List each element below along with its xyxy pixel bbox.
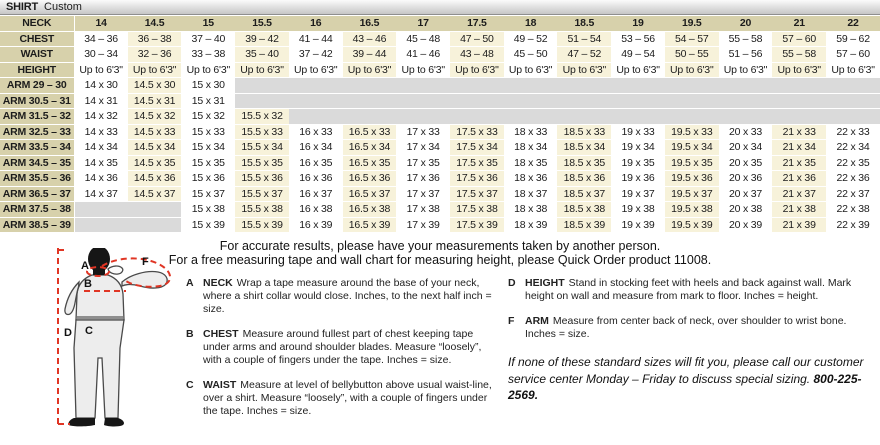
instruction-waist (186, 379, 498, 418)
size-cell: 16 x 33 (289, 124, 343, 140)
figure-label-chest: B (84, 278, 92, 290)
size-cell: 57 – 60 (826, 47, 880, 63)
size-cell: Up to 6'3" (235, 62, 289, 78)
size-cell: 19 x 35 (611, 155, 665, 171)
size-cell: 16.5 x 38 (343, 202, 397, 218)
size-cell: 18 x 36 (504, 171, 558, 187)
size-cell: 20 x 33 (719, 124, 773, 140)
size-cell: 16.5 x 33 (343, 124, 397, 140)
size-cell: 19 x 33 (611, 124, 665, 140)
figure-label-height: D (64, 327, 72, 339)
size-cell: 18.5 x 39 (557, 217, 611, 233)
size-cell (611, 109, 665, 125)
size-cell: 15.5 x 32 (235, 109, 289, 125)
size-cell: 21 x 33 (772, 124, 826, 140)
size-cell (772, 78, 826, 94)
size-row (0, 124, 880, 140)
size-cell: 50 – 55 (665, 47, 719, 63)
size-cell (665, 109, 719, 125)
size-cell: 14.5 x 30 (128, 78, 182, 94)
size-cell: Up to 6'3" (665, 62, 719, 78)
instruction-text: Measure around fullest part of chest keeping tape under arms and around shoulder blades. Measure “loosely”, with a couple of fingers under the tape. Inches = size. (203, 328, 482, 366)
size-cell: 17.5 x 33 (450, 124, 504, 140)
size-cell: 37 – 40 (181, 31, 235, 47)
neck-size-cell: 22 (826, 16, 880, 31)
size-cell: 15 x 39 (181, 217, 235, 233)
neck-size-cell: 14.5 (128, 16, 182, 31)
size-cell (504, 78, 558, 94)
size-cell: 15.5 x 37 (235, 186, 289, 202)
neck-size-cell: 18.5 (557, 16, 611, 31)
size-row (0, 47, 880, 63)
size-cell: 17.5 x 37 (450, 186, 504, 202)
size-cell: 14.5 x 31 (128, 93, 182, 109)
size-row (0, 78, 880, 94)
person-right-shoe (104, 418, 124, 426)
instruction-letter: F (508, 315, 515, 327)
size-cell: 41 – 44 (289, 31, 343, 47)
size-row (0, 217, 880, 233)
size-cell: 18.5 x 36 (557, 171, 611, 187)
instruction-neck (186, 277, 498, 316)
size-cell (74, 202, 128, 218)
size-cell: 22 x 35 (826, 155, 880, 171)
size-cell (557, 78, 611, 94)
size-cell: 16.5 x 37 (343, 186, 397, 202)
size-cell: 14 x 33 (74, 124, 128, 140)
size-cell: 17 x 33 (396, 124, 450, 140)
size-cell: 15.5 x 39 (235, 217, 289, 233)
row-label-cell: ARM 30.5 – 31 (0, 93, 74, 109)
size-cell: 15 x 38 (181, 202, 235, 218)
row-label-cell: ARM 32.5 – 33 (0, 124, 74, 140)
size-cell: 49 – 54 (611, 47, 665, 63)
size-cell: 19 x 37 (611, 186, 665, 202)
size-cell: 15 x 30 (181, 78, 235, 94)
size-cell: Up to 6'3" (719, 62, 773, 78)
size-cell: 15 x 37 (181, 186, 235, 202)
size-cell (128, 202, 182, 218)
size-cell: 43 – 48 (450, 47, 504, 63)
instruction-term: NECK (203, 277, 233, 289)
size-cell: 14 x 37 (74, 186, 128, 202)
size-cell: 16 x 39 (289, 217, 343, 233)
instructions-right-column (508, 277, 866, 404)
size-row (0, 186, 880, 202)
size-cell: 14 x 34 (74, 140, 128, 156)
neck-size-cell: 19.5 (665, 16, 719, 31)
instruction-letter: C (186, 379, 194, 391)
row-label-cell: ARM 37.5 – 38 (0, 202, 74, 218)
instruction-term: ARM (525, 315, 549, 327)
neck-size-cell: 17 (396, 16, 450, 31)
size-cell (504, 93, 558, 109)
size-table-body (0, 16, 880, 233)
size-cell: 15.5 x 33 (235, 124, 289, 140)
waist-line (77, 316, 123, 319)
customer-service-phone: 800-225-2569. (508, 371, 862, 402)
neck-size-cell: 15.5 (235, 16, 289, 31)
instruction-letter: D (508, 277, 516, 289)
size-cell: 14.5 x 34 (128, 140, 182, 156)
size-cell: 17.5 x 35 (450, 155, 504, 171)
neck-size-row (0, 16, 880, 31)
size-row (0, 155, 880, 171)
size-cell: 51 – 56 (719, 47, 773, 63)
row-label-cell: HEIGHT (0, 62, 74, 78)
size-cell: 36 – 38 (128, 31, 182, 47)
size-cell: 22 x 33 (826, 124, 880, 140)
size-cell: 16.5 x 35 (343, 155, 397, 171)
size-cell: 22 x 38 (826, 202, 880, 218)
size-cell: 22 x 36 (826, 171, 880, 187)
size-cell: 16 x 34 (289, 140, 343, 156)
size-cell (557, 93, 611, 109)
size-cell: 14.5 x 37 (128, 186, 182, 202)
size-cell (289, 78, 343, 94)
size-cell: 34 – 36 (74, 31, 128, 47)
size-cell (343, 93, 397, 109)
size-cell (450, 93, 504, 109)
figure-label-arm: F (142, 256, 149, 268)
size-cell (719, 78, 773, 94)
size-cell (611, 78, 665, 94)
size-cell: 14.5 x 35 (128, 155, 182, 171)
size-cell: 15 x 34 (181, 140, 235, 156)
size-cell (235, 93, 289, 109)
size-cell: Up to 6'3" (128, 62, 182, 78)
size-cell: 39 – 44 (343, 47, 397, 63)
size-cell: 17 x 35 (396, 155, 450, 171)
size-cell: 57 – 60 (772, 31, 826, 47)
size-cell: 14.5 x 36 (128, 171, 182, 187)
size-cell: 17 x 38 (396, 202, 450, 218)
size-cell: 53 – 56 (611, 31, 665, 47)
neck-size-cell: 14 (74, 16, 128, 31)
size-cell: 20 x 34 (719, 140, 773, 156)
instruction-height (508, 277, 866, 303)
instruction-text: Measure at level of bellybutton above usual waist-line, over a shirt. Measure “loosely”, with a couple of fingers under the tape. Inches = size. (203, 379, 492, 417)
size-cell: Up to 6'3" (557, 62, 611, 78)
neck-size-cell: 20 (719, 16, 773, 31)
neck-size-cell: 19 (611, 16, 665, 31)
instruction-term: WAIST (203, 379, 237, 391)
size-cell: 45 – 48 (396, 31, 450, 47)
size-cell: 19.5 x 35 (665, 155, 719, 171)
size-row (0, 31, 880, 47)
size-cell: 20 x 38 (719, 202, 773, 218)
neck-size-cell: 17.5 (450, 16, 504, 31)
size-cell: 37 – 42 (289, 47, 343, 63)
size-cell: 17.5 x 39 (450, 217, 504, 233)
size-cell: 16 x 37 (289, 186, 343, 202)
size-cell: 14 x 36 (74, 171, 128, 187)
size-cell: 19 x 39 (611, 217, 665, 233)
size-cell: 16.5 x 39 (343, 217, 397, 233)
size-cell (74, 217, 128, 233)
person-left-shoe (68, 418, 95, 426)
size-cell (557, 109, 611, 125)
size-cell: 16 x 38 (289, 202, 343, 218)
size-cell: 17 x 37 (396, 186, 450, 202)
size-cell (289, 93, 343, 109)
size-cell: 18.5 x 37 (557, 186, 611, 202)
size-cell: Up to 6'3" (396, 62, 450, 78)
size-cell: 16.5 x 36 (343, 171, 397, 187)
size-cell (826, 93, 880, 109)
size-cell: 19 x 34 (611, 140, 665, 156)
size-cell: 15 x 31 (181, 93, 235, 109)
size-cell: 20 x 39 (719, 217, 773, 233)
size-cell (719, 109, 773, 125)
size-cell: 35 – 40 (235, 47, 289, 63)
size-cell: 30 – 34 (74, 47, 128, 63)
size-cell (611, 93, 665, 109)
size-cell: 18.5 x 38 (557, 202, 611, 218)
size-cell: 20 x 36 (719, 171, 773, 187)
size-row (0, 109, 880, 125)
size-cell: 51 – 54 (557, 31, 611, 47)
size-cell: 41 – 46 (396, 47, 450, 63)
size-cell: 49 – 52 (504, 31, 558, 47)
person-hand (108, 266, 123, 274)
person-neck (93, 268, 105, 275)
size-cell: 18 x 34 (504, 140, 558, 156)
size-cell (665, 78, 719, 94)
size-cell: 54 – 57 (665, 31, 719, 47)
instruction-term: HEIGHT (525, 277, 565, 289)
instruction-letter: A (186, 277, 194, 289)
table-title-brand: SHIRT (6, 1, 39, 13)
size-cell: 21 x 37 (772, 186, 826, 202)
size-cell: 18 x 38 (504, 202, 558, 218)
size-cell: 55 – 58 (719, 31, 773, 47)
size-cell (343, 109, 397, 125)
size-cell: 45 – 50 (504, 47, 558, 63)
size-cell: 14 x 32 (74, 109, 128, 125)
instruction-chest (186, 328, 498, 367)
size-cell: 19 x 38 (611, 202, 665, 218)
intro-line-1: For accurate results, please have your measurements taken by another person. (219, 239, 661, 253)
size-cell: 47 – 52 (557, 47, 611, 63)
size-cell: 15.5 x 35 (235, 155, 289, 171)
size-cell: 20 x 37 (719, 186, 773, 202)
person-figure (65, 266, 167, 418)
size-cell: 19.5 x 39 (665, 217, 719, 233)
size-cell (343, 78, 397, 94)
row-label-cell: ARM 36.5 – 37 (0, 186, 74, 202)
size-cell: 19.5 x 36 (665, 171, 719, 187)
size-cell: 15.5 x 34 (235, 140, 289, 156)
size-cell (289, 109, 343, 125)
size-cell: 39 – 42 (235, 31, 289, 47)
size-cell (450, 78, 504, 94)
size-cell (128, 217, 182, 233)
size-cell: 17 x 36 (396, 171, 450, 187)
size-cell: 33 – 38 (181, 47, 235, 63)
row-label-cell: ARM 35.5 – 36 (0, 171, 74, 187)
size-cell: 19.5 x 33 (665, 124, 719, 140)
person-legs (74, 320, 124, 418)
row-label-cell: ARM 34.5 – 35 (0, 155, 74, 171)
neck-size-cell: 16 (289, 16, 343, 31)
size-cell (826, 78, 880, 94)
figure-label-neck: A (81, 260, 89, 272)
size-cell: Up to 6'3" (611, 62, 665, 78)
size-cell: Up to 6'3" (343, 62, 397, 78)
size-cell: 16 x 35 (289, 155, 343, 171)
size-cell: 15 x 32 (181, 109, 235, 125)
size-cell: 21 x 36 (772, 171, 826, 187)
size-cell: 14.5 x 32 (128, 109, 182, 125)
size-cell: 22 x 39 (826, 217, 880, 233)
measurement-figure (30, 248, 180, 443)
size-cell: 59 – 62 (826, 31, 880, 47)
size-cell: 20 x 35 (719, 155, 773, 171)
shirt-size-table (0, 16, 880, 233)
size-cell: 18.5 x 33 (557, 124, 611, 140)
size-cell: 17 x 34 (396, 140, 450, 156)
row-label-cell: ARM 33.5 – 34 (0, 140, 74, 156)
size-cell (396, 109, 450, 125)
size-cell: 15 x 35 (181, 155, 235, 171)
size-cell (772, 109, 826, 125)
neck-size-cell: 18 (504, 16, 558, 31)
special-sizing-note (508, 354, 866, 404)
size-cell: 14 x 31 (74, 93, 128, 109)
size-cell: 55 – 58 (772, 47, 826, 63)
size-cell: 19.5 x 38 (665, 202, 719, 218)
table-title-variant: Custom (44, 1, 82, 13)
size-cell: 18.5 x 34 (557, 140, 611, 156)
size-cell: Up to 6'3" (289, 62, 343, 78)
size-row (0, 171, 880, 187)
size-cell: Up to 6'3" (504, 62, 558, 78)
size-cell: 17.5 x 36 (450, 171, 504, 187)
size-cell: 43 – 46 (343, 31, 397, 47)
size-cell: Up to 6'3" (74, 62, 128, 78)
size-cell: 21 x 34 (772, 140, 826, 156)
size-cell (665, 93, 719, 109)
special-sizing-text: If none of these standard sizes will fit you, please call our customer service center Monday – Friday to discuss special sizing. (508, 355, 864, 386)
size-row (0, 140, 880, 156)
instruction-text: Stand in stocking feet with heels and back against wall. Mark height on wall and measure from mark to floor. Inches = height. (525, 277, 852, 302)
size-cell (396, 78, 450, 94)
size-cell: 32 – 36 (128, 47, 182, 63)
size-cell: 21 x 35 (772, 155, 826, 171)
size-cell (396, 93, 450, 109)
row-label-cell: ARM 31.5 – 32 (0, 109, 74, 125)
size-cell: 19 x 36 (611, 171, 665, 187)
size-cell: Up to 6'3" (181, 62, 235, 78)
size-cell (235, 78, 289, 94)
size-cell: 18 x 37 (504, 186, 558, 202)
size-cell: 18 x 35 (504, 155, 558, 171)
size-cell: 22 x 37 (826, 186, 880, 202)
size-row (0, 93, 880, 109)
size-cell: 15 x 33 (181, 124, 235, 140)
instructions-left-column (186, 277, 498, 430)
instruction-text: Wrap a tape measure around the base of your neck, where a shirt collar would close. Inches, to the next half inch = size. (203, 277, 492, 315)
neck-size-cell: 21 (772, 16, 826, 31)
size-cell: 17.5 x 38 (450, 202, 504, 218)
size-cell (504, 109, 558, 125)
row-label-cell: ARM 38.5 – 39 (0, 217, 74, 233)
neck-size-cell: 16.5 (343, 16, 397, 31)
size-cell: 18.5 x 35 (557, 155, 611, 171)
size-cell: 14 x 30 (74, 78, 128, 94)
size-cell: 19.5 x 34 (665, 140, 719, 156)
size-row (0, 62, 880, 78)
row-label-cell: CHEST (0, 31, 74, 47)
instruction-arm (508, 315, 866, 341)
size-cell: 15.5 x 36 (235, 171, 289, 187)
intro-line-2: For a free measuring tape and wall chart for measuring height, please Quick Order product 11008. (168, 252, 712, 267)
size-cell: 21 x 38 (772, 202, 826, 218)
row-label-cell: ARM 29 – 30 (0, 78, 74, 94)
row-label-cell: WAIST (0, 47, 74, 63)
instruction-term: CHEST (203, 328, 239, 340)
size-cell: 18 x 39 (504, 217, 558, 233)
size-cell: 16 x 36 (289, 171, 343, 187)
size-cell: Up to 6'3" (826, 62, 880, 78)
size-cell: Up to 6'3" (450, 62, 504, 78)
instruction-letter: B (186, 328, 194, 340)
size-cell: 22 x 34 (826, 140, 880, 156)
size-cell (826, 109, 880, 125)
size-cell: 47 – 50 (450, 31, 504, 47)
size-cell: 16.5 x 34 (343, 140, 397, 156)
size-cell: 21 x 39 (772, 217, 826, 233)
size-cell: 17 x 39 (396, 217, 450, 233)
instruction-text: Measure from center back of neck, over shoulder to wrist bone. Inches = size. (525, 315, 847, 340)
row-label-cell: NECK (0, 16, 74, 31)
size-cell: Up to 6'3" (772, 62, 826, 78)
size-cell: 15 x 36 (181, 171, 235, 187)
size-cell (772, 93, 826, 109)
size-cell: 18 x 33 (504, 124, 558, 140)
size-cell (450, 109, 504, 125)
size-cell: 17.5 x 34 (450, 140, 504, 156)
size-cell: 14 x 35 (74, 155, 128, 171)
size-cell (719, 93, 773, 109)
table-title-bar (0, 0, 880, 15)
figure-label-waist: C (85, 325, 93, 337)
size-row (0, 202, 880, 218)
neck-size-cell: 15 (181, 16, 235, 31)
size-cell: 14.5 x 33 (128, 124, 182, 140)
size-cell: 19.5 x 37 (665, 186, 719, 202)
size-cell: 15.5 x 38 (235, 202, 289, 218)
